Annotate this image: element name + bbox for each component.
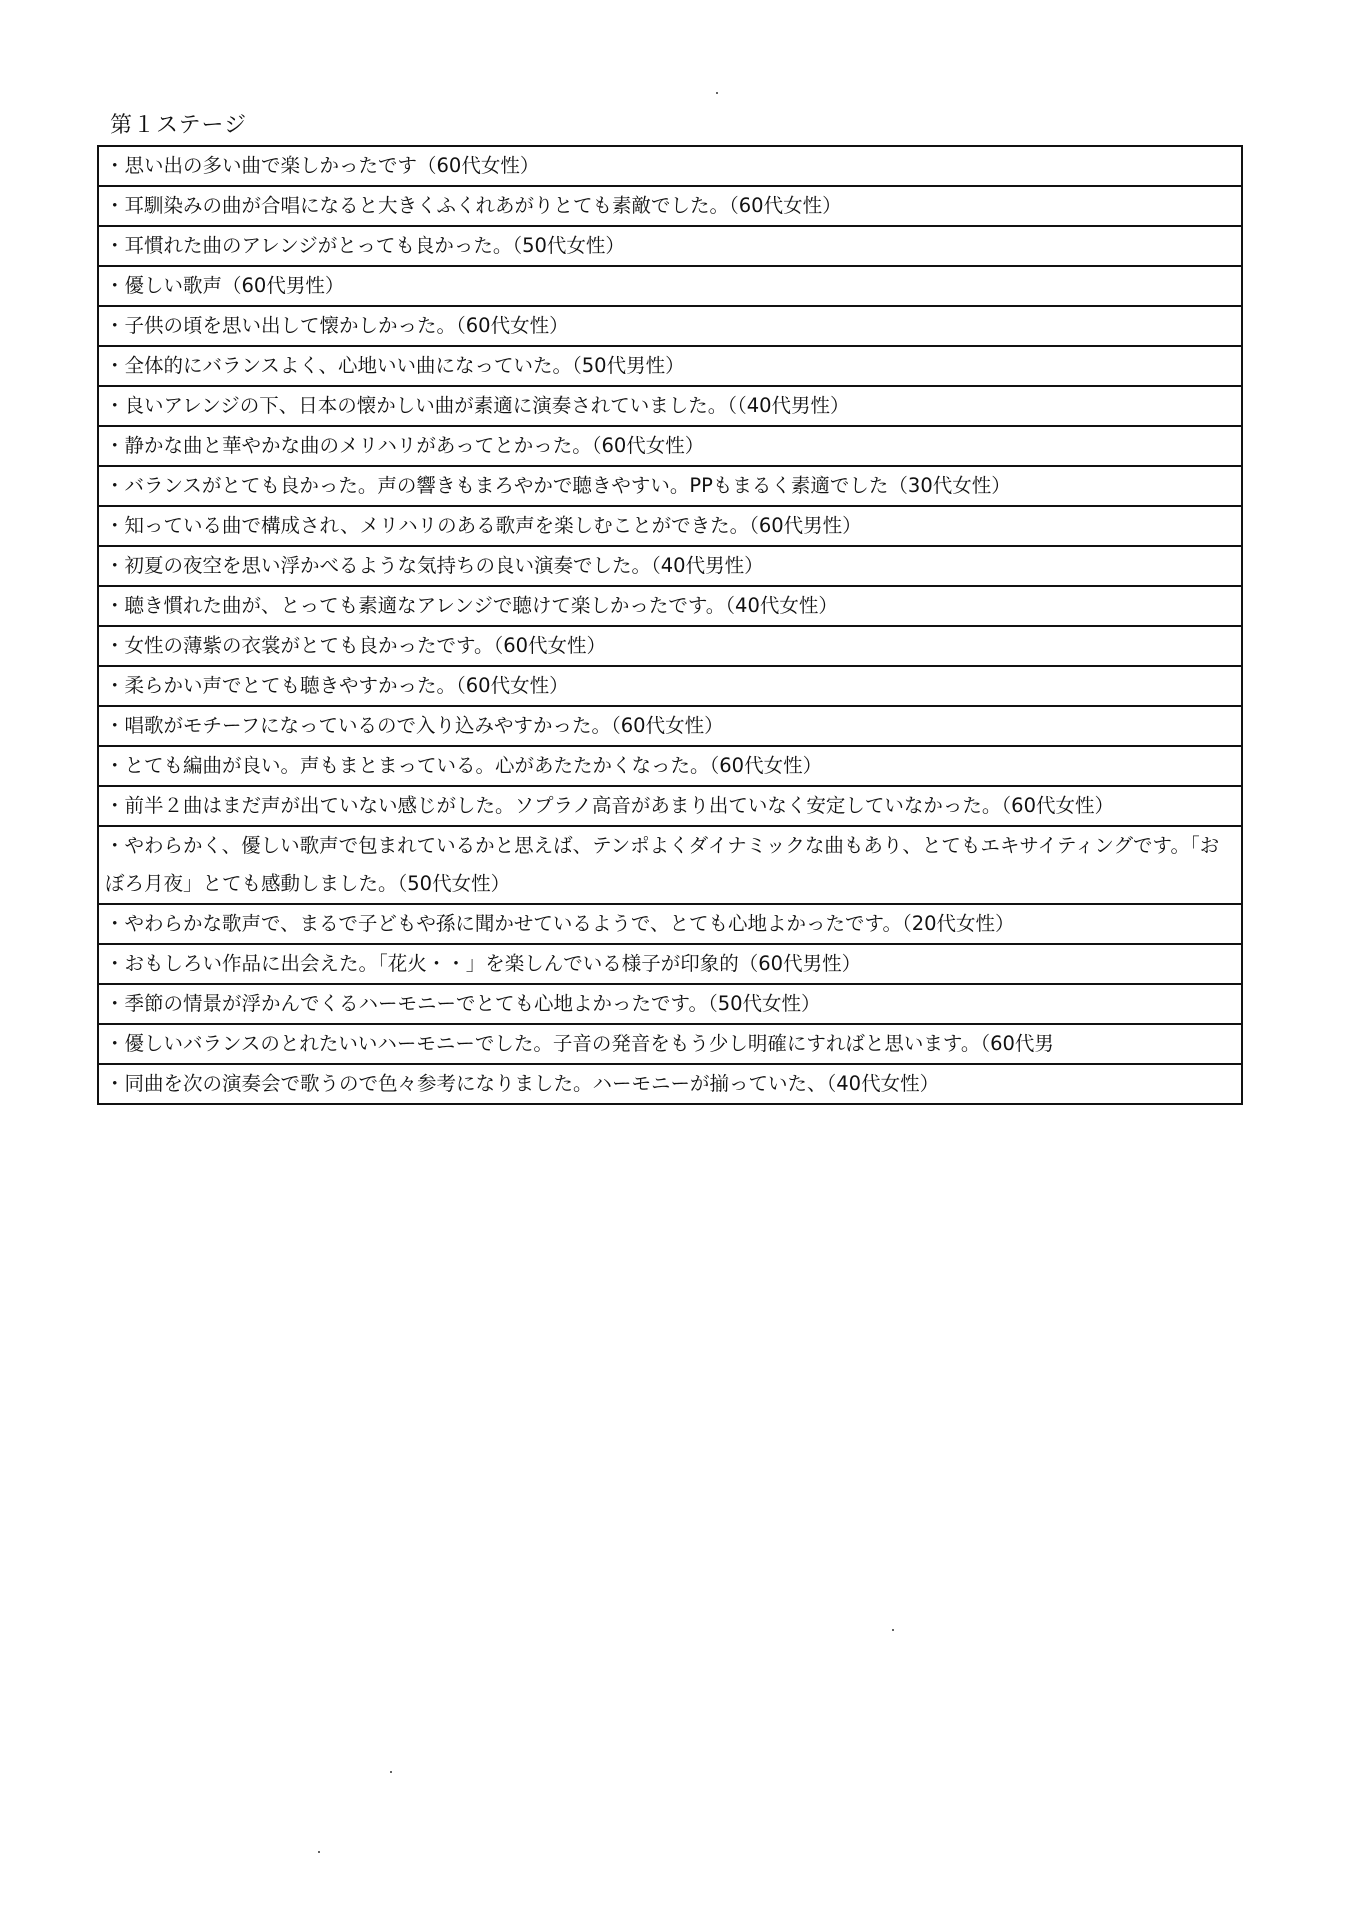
comment-cell: ・女性の薄紫の衣裳がとても良かったです。（60代女性） xyxy=(98,626,1242,666)
comment-cell: ・耳慣れた曲のアレンジがとっても良かった。（50代女性） xyxy=(98,226,1242,266)
stage-heading: 第１ステージ xyxy=(110,113,248,138)
scan-speck xyxy=(716,92,718,94)
comment-row xyxy=(98,1064,1242,1104)
comment-row xyxy=(98,586,1242,626)
comment-cell: ・知っている曲で構成され、メリハリのある歌声を楽しむことができた。（60代男性） xyxy=(98,506,1242,546)
comment-row xyxy=(98,306,1242,346)
comment-row xyxy=(98,984,1242,1024)
comment-row xyxy=(98,826,1242,904)
comment-row xyxy=(98,786,1242,826)
comment-cell: ・前半２曲はまだ声が出ていない感じがした。ソプラノ高音があまり出ていなく安定していなかった。（60代女性） xyxy=(98,786,1242,826)
comment-cell: ・同曲を次の演奏会で歌うので色々参考になりました。ハーモニーが揃っていた、（40代女性） xyxy=(98,1064,1242,1104)
comment-row xyxy=(98,186,1242,226)
comment-row xyxy=(98,626,1242,666)
comment-cell: ・とても編曲が良い。声もまとまっている。心があたたかくなった。（60代女性） xyxy=(98,746,1242,786)
comment-cell: ・思い出の多い曲で楽しかったです（60代女性） xyxy=(98,146,1242,186)
comment-cell: ・季節の情景が浮かんでくるハーモニーでとても心地よかったです。（50代女性） xyxy=(98,984,1242,1024)
comment-row xyxy=(98,226,1242,266)
comment-row xyxy=(98,546,1242,586)
comment-cell: ・優しいバランスのとれたいいハーモニーでした。子音の発音をもう少し明確にすればと思います。（60代男 xyxy=(98,1024,1242,1064)
comment-row xyxy=(98,346,1242,386)
comment-cell: ・やわらかく、優しい歌声で包まれているかと思えば、テンポよくダイナミックな曲もあり、とてもエキサイティングです。「おぼろ月夜」とても感動しました。（50代女性） xyxy=(98,826,1242,904)
comment-cell: ・バランスがとても良かった。声の響きもまろやかで聴きやすい。PPもまるく素適でした（30代女性） xyxy=(98,466,1242,506)
comment-cell: ・初夏の夜空を思い浮かべるような気持ちの良い演奏でした。（40代男性） xyxy=(98,546,1242,586)
comment-cell: ・聴き慣れた曲が、とっても素適なアレンジで聴けて楽しかったです。（40代女性） xyxy=(98,586,1242,626)
comment-row xyxy=(98,506,1242,546)
comment-cell: ・おもしろい作品に出会えた。「花火・・」を楽しんでいる様子が印象的（60代男性） xyxy=(98,944,1242,984)
comment-cell: ・優しい歌声（60代男性） xyxy=(98,266,1242,306)
scan-speck xyxy=(390,1771,392,1773)
comments-table xyxy=(97,145,1243,1105)
scan-speck xyxy=(892,1629,894,1631)
comment-cell: ・子供の頃を思い出して懐かしかった。（60代女性） xyxy=(98,306,1242,346)
comment-row xyxy=(98,666,1242,706)
comment-row xyxy=(98,386,1242,426)
comment-cell: ・静かな曲と華やかな曲のメリハリがあってとかった。（60代女性） xyxy=(98,426,1242,466)
comment-row xyxy=(98,746,1242,786)
comment-row xyxy=(98,1024,1242,1064)
scan-speck xyxy=(318,1851,320,1853)
comment-row xyxy=(98,944,1242,984)
comment-cell: ・全体的にバランスよく、心地いい曲になっていた。（50代男性） xyxy=(98,346,1242,386)
comment-row xyxy=(98,706,1242,746)
comment-cell: ・柔らかい声でとても聴きやすかった。（60代女性） xyxy=(98,666,1242,706)
comment-cell: ・やわらかな歌声で、まるで子どもや孫に聞かせているようで、とても心地よかったです。（20代女性） xyxy=(98,904,1242,944)
comment-cell: ・耳馴染みの曲が合唱になると大きくふくれあがりとても素敵でした。（60代女性） xyxy=(98,186,1242,226)
comment-row xyxy=(98,426,1242,466)
comment-cell: ・唱歌がモチーフになっているので入り込みやすかった。（60代女性） xyxy=(98,706,1242,746)
comment-row xyxy=(98,466,1242,506)
comment-row xyxy=(98,904,1242,944)
comment-cell: ・良いアレンジの下、日本の懐かしい曲が素適に演奏されていました。（（40代男性） xyxy=(98,386,1242,426)
comment-row xyxy=(98,146,1242,186)
comment-row xyxy=(98,266,1242,306)
